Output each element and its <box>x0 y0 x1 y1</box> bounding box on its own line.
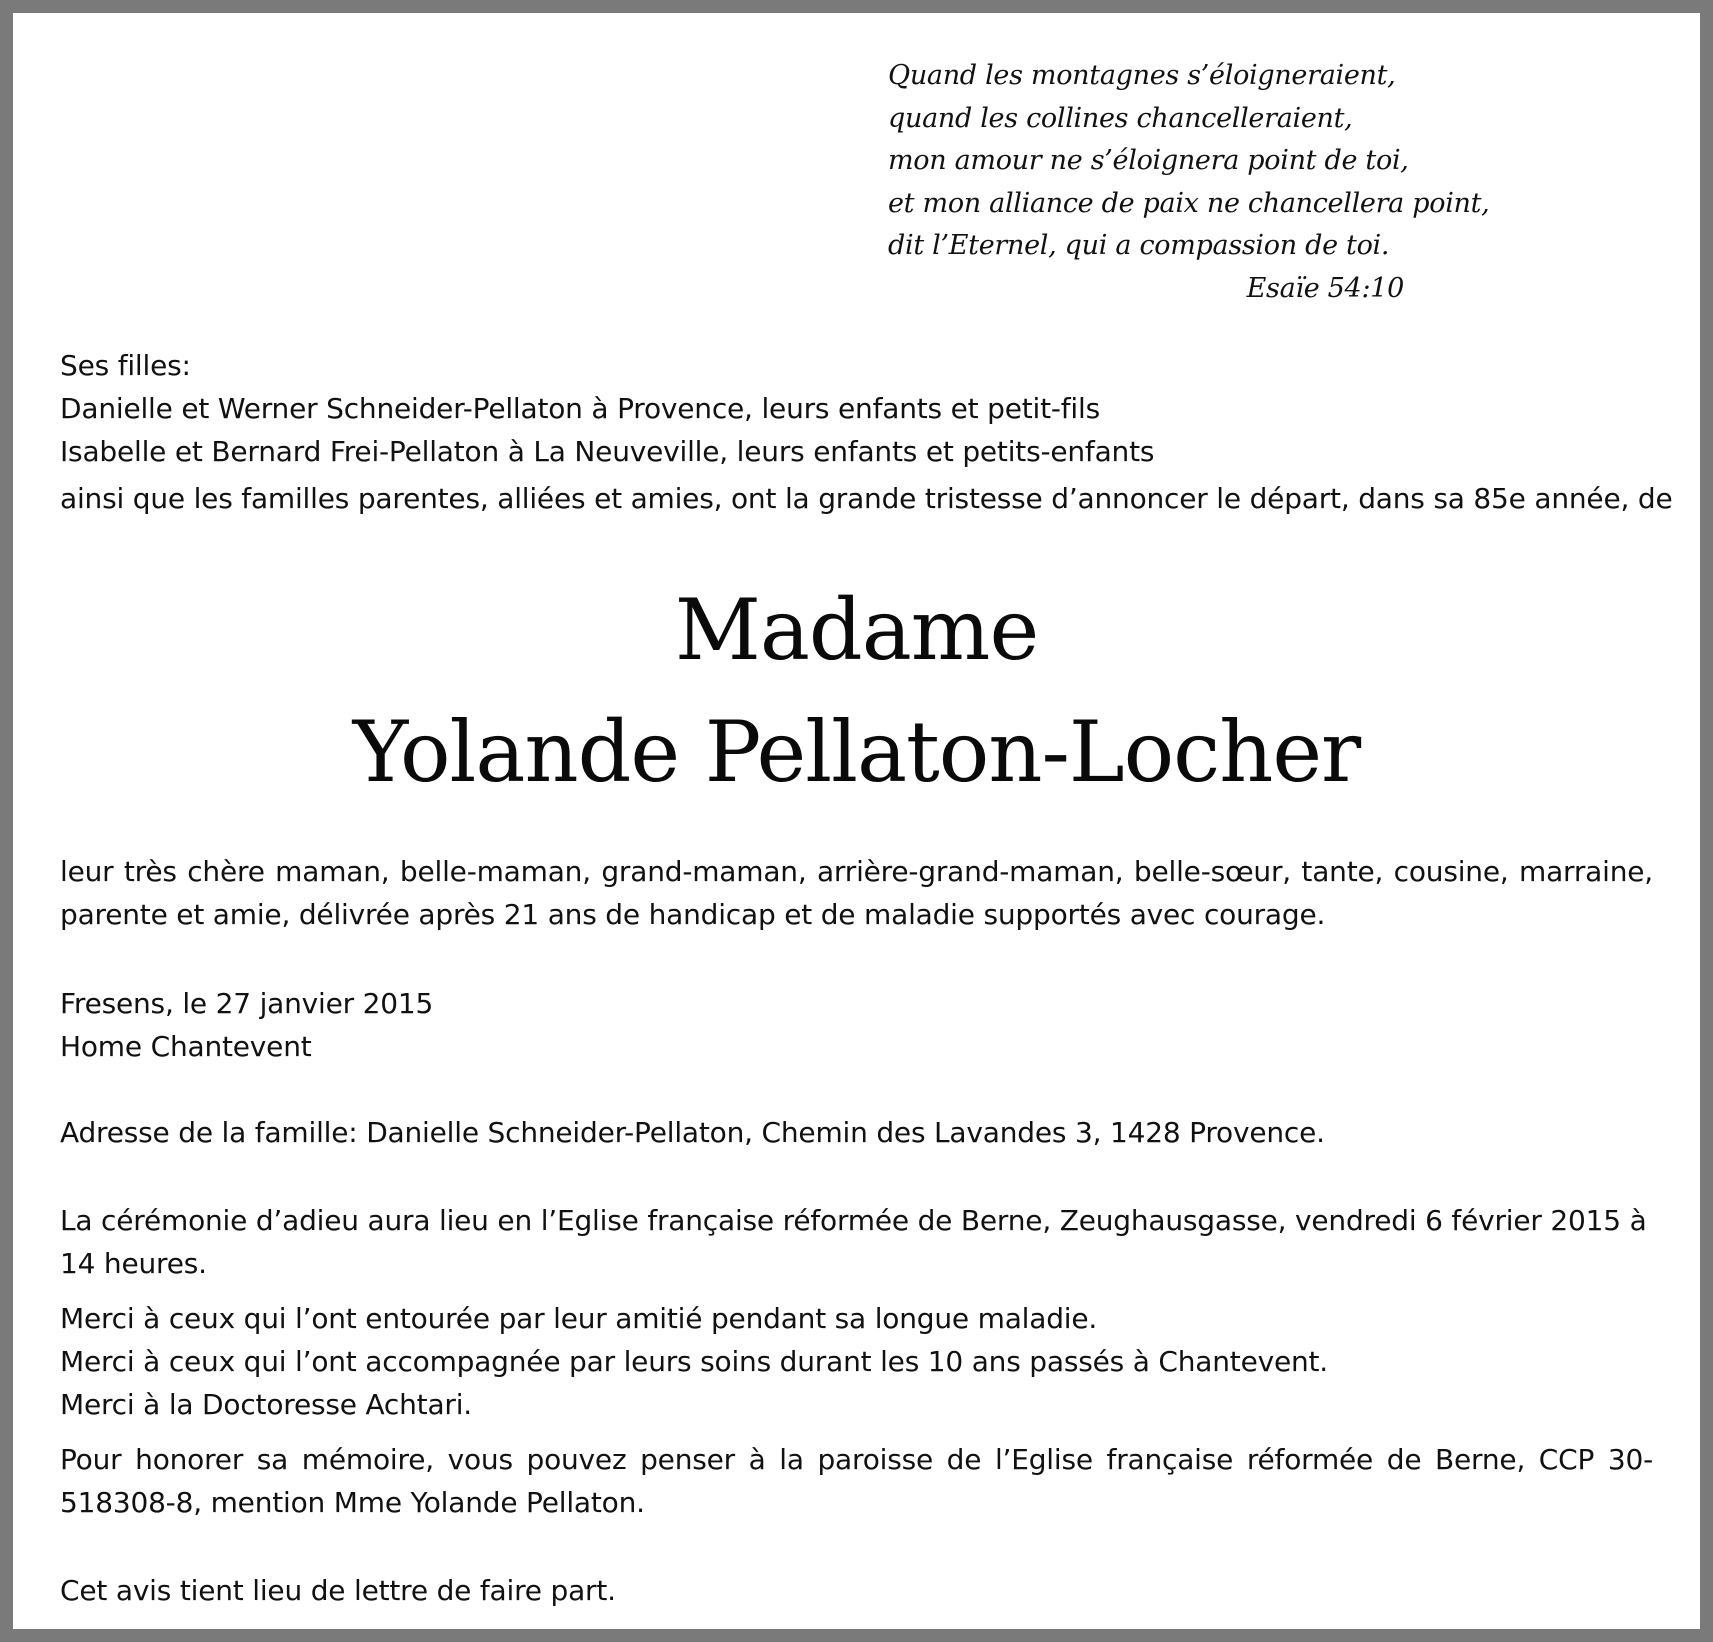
family-section <box>60 344 1673 520</box>
place-date-line: Fresens, le 27 janvier 2015 <box>60 987 434 1020</box>
verse-line: quand les collines chancelleraient, <box>888 102 1353 134</box>
thanks-section <box>60 1297 1653 1426</box>
announcement-text: ainsi que les familles parentes, alliées et amies, ont la grande tristesse d’annoncer le départ, dans sa 85e année, de <box>60 482 1673 515</box>
family-member: Danielle et Werner Schneider-Pellaton à Provence, leurs enfants et petit-fils <box>60 392 1100 425</box>
bible-verse <box>888 55 1490 310</box>
family-heading: Ses filles: <box>60 349 191 382</box>
residence-line: Home Chantevent <box>60 1030 312 1063</box>
verse-line: Quand les montagnes s’éloigneraient, <box>888 60 1396 91</box>
ceremony-info: La cérémonie d’adieu aura lieu en l’Eglise française réformée de Berne, Zeughausgasse, vendredi 6 février 2015 à 14 heures. <box>60 1204 1647 1280</box>
place-date <box>60 982 1653 1068</box>
deceased-name: Yolande Pellaton-Locher <box>352 703 1361 801</box>
verse-line: dit l’Eternel, qui a compassion de toi. <box>888 230 1390 261</box>
closing-note: Cet avis tient lieu de lettre de faire part. <box>60 1574 616 1607</box>
verse-line: mon amour ne s’éloignera point de toi, <box>888 145 1409 176</box>
verse-line: et mon alliance de paix ne chancellera point, <box>888 187 1490 219</box>
thanks-line: Merci à ceux qui l’ont entourée par leur amitié pendant sa longue maladie. <box>60 1302 1098 1335</box>
donation-info: Pour honorer sa mémoire, vous pouvez penser à la paroisse de l’Eglise française réformée de Berne, CCP 30-518308-8, mention Mme Yolande Pellaton. <box>60 1443 1653 1519</box>
deceased-title: Madame <box>674 581 1039 679</box>
obituary-notice <box>13 13 1700 1629</box>
verse-reference: Esaïe 54:10 <box>1246 272 1404 304</box>
family-member: Isabelle et Bernard Frei-Pellaton à La Neuveville, leurs enfants et petits-enfants <box>60 435 1155 468</box>
thanks-line: Merci à ceux qui l’ont accompagnée par leurs soins durant les 10 ans passés à Chantevent. <box>60 1345 1329 1378</box>
family-address: Adresse de la famille: Danielle Schneider-Pellaton, Chemin des Lavandes 3, 1428 Provence. <box>60 1116 1325 1149</box>
deceased-description: leur très chère maman, belle-maman, grand-maman, arrière-grand-maman, belle-sœur, tante, cousine, marraine, parente et amie, délivrée après 21 ans de handicap et de maladie supportés avec courage. <box>60 855 1653 931</box>
thanks-line: Merci à la Doctoresse Achtari. <box>60 1388 473 1421</box>
